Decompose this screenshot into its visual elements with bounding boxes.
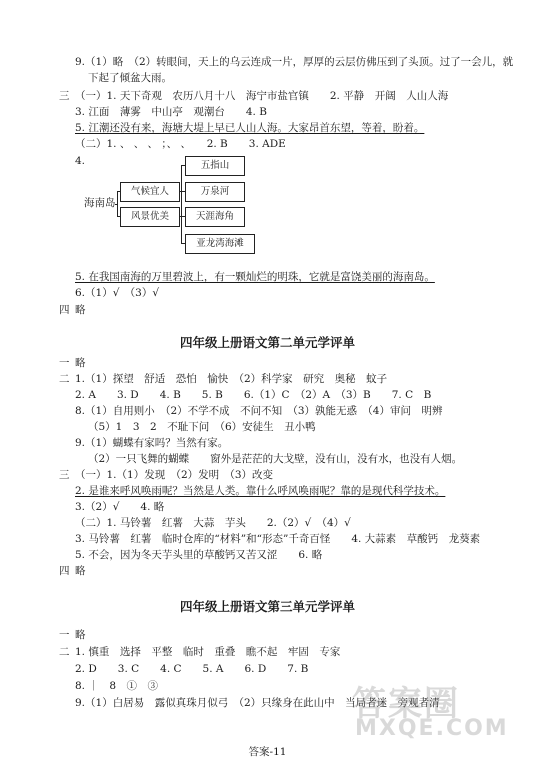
diagram-leaf-wanquanhe: 万泉河 (185, 182, 245, 202)
unit1-s3-5: 5. 江潮还没有来，海塘大堤上早已人山人海。大家昂首东望，等着，盼着。 (75, 122, 425, 134)
unit3-s1: 略 (75, 629, 86, 641)
watermark-url: MXQE.COM (355, 716, 509, 741)
section-one-marker: 一 (59, 357, 70, 369)
unit1-s3-1: （一）1. 天下奇观 农历八月十八 海宁市盐官镇 2. 平静 开阔 人山人海 (75, 90, 449, 102)
unit2-line8: 2. 是谁来呼风唤雨呢？当然是人类。靠什么呼风唤雨呢？靠的是现代科学技术。 (75, 485, 446, 497)
unit2-line6: （2）一只飞舞的蝴蝶 窗外是茫茫的大戈壁，没有山，没有水，也没有人烟。 (88, 453, 463, 465)
unit1-q9: 9.（1）略 （2）转眼间，天上的乌云连成一片，厚厚的云层仿佛压到了头顶。过了一会儿，就 (75, 56, 514, 68)
diagram-leaf-wuzhishan: 五指山 (185, 156, 245, 176)
unit2-line3: 8.（1）自用则小 （2）不学不成 不问不知 （3）孰能无惑 （4）审问 明辨 (75, 405, 443, 417)
section-two-marker: 二 (59, 373, 70, 385)
unit1-s3-part2: （二）1. 、 、 、 ；、 、 2. B 3. ADE (75, 138, 286, 150)
diagram-leaf-tianya: 天涯海角 (185, 207, 245, 227)
unit2-line11: 3. 马铃薯 红薯 临时仓库的“材料”和“形态”千奇百怪 4. 大蒜素 草酸钙 龙葵素 (75, 533, 481, 545)
diagram-leaf-yalongwan: 亚龙湾海滩 (185, 234, 255, 254)
unit1-q5: 5. 在我国南海的万里碧波上，有一颗灿烂的明珠，它就是富饶美丽的海南岛。 (75, 271, 435, 283)
diagram-node-scenery: 风景优美 (120, 207, 180, 227)
section-four-marker: 四 (59, 304, 70, 316)
unit2-line1: 1.（1）探望 舒适 恐怕 愉快 （2）科学家 研究 奥秘 蚊子 (75, 373, 388, 385)
diagram-node-climate: 气候宜人 (120, 182, 180, 202)
unit2-title: 四年级上册语文第二单元学评单 (179, 335, 355, 350)
page-footer: 答案-11 (248, 746, 287, 758)
unit3-line1: 1. 慎重 选择 平整 临时 重叠 瞧不起 牢固 专家 (75, 646, 341, 658)
unit2-s1: 略 (75, 357, 86, 369)
section-three-marker: 三 (59, 90, 70, 102)
connector (181, 165, 182, 243)
unit1-q4-label: 4. (75, 155, 86, 167)
unit2-line2: 2. A 3. D 4. B 5. B 6.（1）C （2）A （3）B 7. C B (75, 389, 432, 401)
unit3-line2: 2. D 3. C 4. C 5. A 6. D 7. B (75, 663, 309, 675)
section-two-marker: 二 (59, 646, 70, 658)
unit2-line12: 5. 不会，因为冬天芋头里的草酸钙又苦又涩 6. 略 (75, 549, 323, 561)
section-one-marker: 一 (59, 629, 70, 641)
unit1-s3-3: 3. 江面 薄雾 中山亭 观潮台 4. B (75, 106, 267, 118)
unit1-s4: 略 (75, 304, 86, 316)
unit2-line5: 9.（1）蝴蝶有家吗？当然有家。 (75, 437, 229, 449)
unit2-line7: （一）1.（1）发现 （2）发明 （3）改变 (75, 469, 274, 481)
section-three-marker: 三 (59, 469, 70, 481)
unit1-q9-cont: 下起了倾盆大雨。 (88, 72, 172, 84)
unit1-q6: 6.（1）√ （3）√ (75, 287, 160, 299)
unit3-line4: 9.（1）白居易 露似真珠月似弓 （2）只缘身在此山中 当局者迷 旁观者清 (75, 697, 440, 709)
unit3-line3: 8. ｜ 8 ① ③ (75, 680, 159, 692)
unit2-s4: 略 (75, 565, 86, 577)
unit2-line4: （5）1 3 2 不耻下问 （6）安徒生 丑小鸭 (88, 421, 316, 433)
unit2-line10: （二）1. 马铃薯 红薯 大蒜 芋头 2.（2）√ （4）√ (75, 517, 351, 529)
diagram-root: 海南岛 (84, 197, 116, 209)
unit2-line9: 3.（2）√ 4. 略 (75, 501, 165, 513)
unit3-title: 四年级上册语文第三单元学评单 (179, 599, 355, 614)
connector (117, 191, 118, 216)
watermark-logo: 答案圈 (352, 684, 460, 724)
section-four-marker: 四 (59, 565, 70, 577)
